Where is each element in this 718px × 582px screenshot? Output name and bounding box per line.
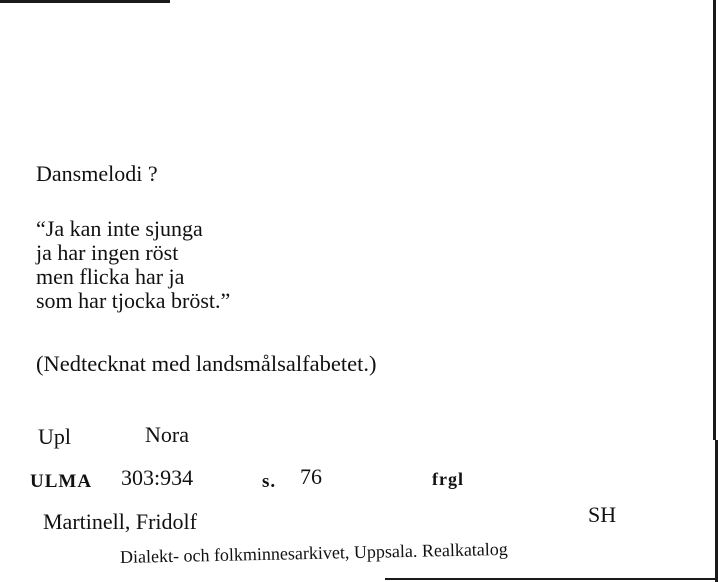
verse-line: ja har ingen röst bbox=[36, 240, 179, 265]
page-number: 76 bbox=[300, 464, 322, 489]
card-heading: Dansmelodi ? bbox=[36, 161, 158, 186]
parish-label: Nora bbox=[145, 422, 189, 447]
page-label: s. bbox=[262, 471, 277, 492]
accession-number: 303:934 bbox=[121, 465, 194, 490]
verse-block bbox=[36, 217, 230, 313]
province-label: Upl bbox=[38, 424, 71, 449]
archive-footer: Dialekt- och folkminnesarkivet, Uppsala. Realkatalog bbox=[119, 538, 509, 567]
verse-line: men flicka har ja bbox=[36, 264, 185, 289]
verse-line: “Ja kan inte sjunga bbox=[36, 216, 203, 241]
transcription-note: (Nedtecknat med landsmålsalfabetet.) bbox=[36, 351, 377, 376]
collector-name: Martinell, Fridolf bbox=[43, 509, 197, 534]
archive-code: ULMA bbox=[30, 471, 93, 492]
verse-line: som har tjocka bröst.” bbox=[36, 288, 231, 313]
frgl-label: frgl bbox=[432, 469, 464, 489]
card-edge-right bbox=[713, 0, 716, 440]
card-edge-bottom bbox=[385, 578, 718, 580]
cataloger-initials: SH bbox=[588, 502, 617, 527]
card-edge-top bbox=[0, 0, 170, 3]
